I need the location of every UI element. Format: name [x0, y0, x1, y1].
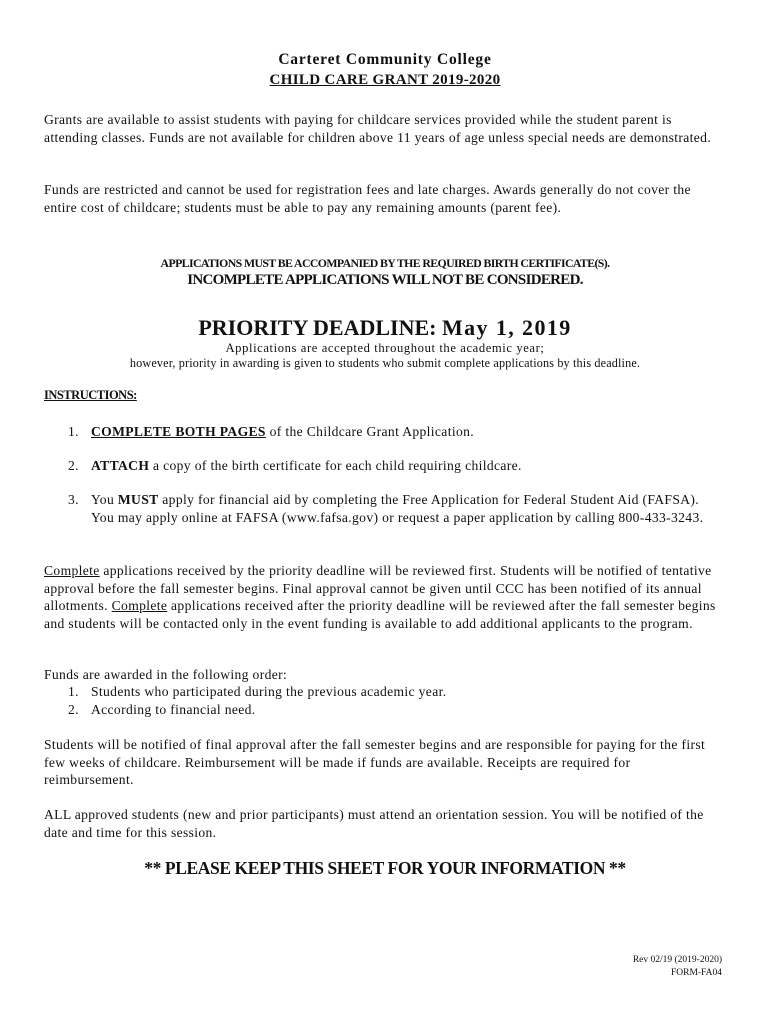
list-number: 2.	[68, 458, 79, 473]
instruction-item	[68, 491, 718, 526]
instruction-text: apply for financial aid by completing the Free Application for Federal Student Aid (FAFSA). You may apply online at FAFSA (www.fafsa.gov) or request a paper application by calling 800-433-3243.	[91, 492, 704, 525]
college-name: Carteret Community College	[278, 51, 492, 68]
complete-emphasis: Complete	[111, 598, 168, 613]
instruction-item	[68, 457, 718, 475]
instructions-heading: INSTRUCTIONS:	[44, 388, 137, 402]
list-number: 1.	[68, 684, 79, 699]
review-paragraph	[44, 562, 724, 632]
instruction-text: of the Childcare Grant Application.	[265, 424, 474, 439]
award-order-text: According to financial need.	[91, 702, 256, 717]
list-number: 3.	[68, 492, 79, 507]
intro-paragraph-2: Funds are restricted and cannot be used for registration fees and late charges. Awards generally do not cover the entire cost of childcare; students must be able to pay any remaining amounts (parent fee).	[44, 182, 691, 215]
instruction-emphasis: COMPLETE BOTH PAGES	[91, 424, 266, 439]
award-order-intro: Funds are awarded in the following order:	[44, 667, 288, 682]
revision-date: Rev 02/19 (2019-2020)	[632, 955, 722, 965]
complete-emphasis: Complete	[44, 563, 100, 578]
priority-deadline-date: May 1, 2019	[441, 315, 572, 340]
list-number: 2.	[68, 702, 79, 717]
deadline-subtext-1: Applications are accepted throughout the academic year;	[225, 341, 545, 355]
incomplete-applications-warning: INCOMPLETE APPLICATIONS WILL NOT BE CONSIDERED.	[187, 272, 583, 288]
orientation-paragraph: ALL approved students (new and prior participants) must attend an orientation session. You will be notified of the date and time for this session.	[44, 807, 704, 840]
review-text-1: applications received by the priority deadline will be reviewed first. Students will be notified of tentative approval before the fall semester begins. Final approval cannot be given until CCC has been notified of its annual allotments.	[44, 563, 712, 613]
priority-deadline-label: PRIORITY DEADLINE:	[198, 315, 437, 340]
instruction-text-pre: You	[91, 492, 118, 507]
review-text-2: applications received after the priority deadline will be reviewed after the fall semester begins and students will be contacted only in the event funding is available to add additional applicants to the program.	[44, 598, 716, 631]
form-revision-footer	[633, 954, 722, 979]
list-number: 1.	[68, 424, 79, 439]
award-order-item	[68, 683, 718, 701]
deadline-subtext-2: however, priority in awarding is given to students who submit complete applications by this deadline.	[129, 356, 641, 370]
instruction-emphasis: MUST	[117, 492, 159, 507]
keep-sheet-notice: ** PLEASE KEEP THIS SHEET FOR YOUR INFORMATION **	[144, 858, 626, 878]
birth-certificate-requirement: APPLICATIONS MUST BE ACCOMPANIED BY THE REQUIRED BIRTH CERTIFICATE(S).	[160, 256, 610, 270]
form-number: FORM-FA04	[670, 967, 722, 978]
final-approval-paragraph: Students will be notified of final approval after the fall semester begins and are responsible for paying for the first few weeks of childcare. Reimbursement will be made if funds are available. Receipts are required for reimbursement.	[44, 737, 706, 787]
award-order-item	[68, 701, 718, 719]
instruction-text: a copy of the birth certificate for each child requiring childcare.	[149, 458, 522, 473]
instruction-item	[68, 423, 718, 441]
instruction-emphasis: ATTACH	[91, 458, 150, 473]
intro-paragraph-1: Grants are available to assist students with paying for childcare services provided while the student parent is attending classes. Funds are not available for children above 11 years of age unless special needs are demonstrated.	[44, 112, 712, 145]
priority-deadline	[0, 314, 770, 342]
award-order-text: Students who participated during the previous academic year.	[91, 684, 447, 699]
grant-title: CHILD CARE GRANT 2019-2020	[269, 72, 501, 88]
